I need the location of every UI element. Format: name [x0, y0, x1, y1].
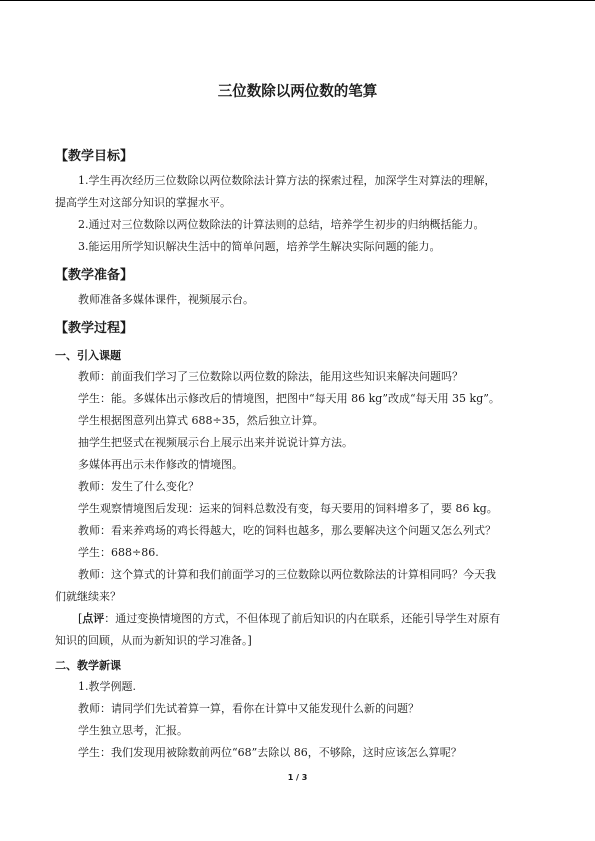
- lesson-line-1: 1.教学例题.: [78, 680, 136, 693]
- comment-line-2: 知识的回顾，从而为新知识的学习准备。]: [55, 634, 252, 647]
- process-line-4: 抽学生把竖式在视频展示台上展示出来并说说计算方法。: [78, 436, 353, 449]
- lesson-line-2: 教师：请同学们先试着算一算，看你在计算中又能发现什么新的问题？: [78, 702, 419, 715]
- goal-1-line-2: 提高学生对这部分知识的掌握水平。: [55, 196, 231, 209]
- document-title: 三位数除以两位数的笔算: [217, 84, 378, 100]
- comment-label: 点评: [82, 612, 105, 625]
- subheading-intro: 一、引入课题: [55, 349, 121, 362]
- goal-2: 2.通过对三位数除以两位数除法的计算法则的总结，培养学生初步的归纳概括能力。: [78, 218, 485, 231]
- section-heading-process: 【教学过程】: [55, 321, 134, 336]
- goal-1-line-1: 1.学生再次经历三位数除以两位数除法计算方法的探索过程，加深学生对算法的理解，: [78, 174, 496, 187]
- process-line-10-part-2: 们就继续来？: [55, 590, 121, 603]
- process-line-8: 教师：看来养鸡场的鸡长得越大，吃的饲料也越多，那么要解决这个问题又怎么列式？: [78, 524, 496, 537]
- lesson-line-3: 学生独立思考，汇报。: [78, 724, 188, 737]
- process-line-7: 学生观察情境图后发现：运来的饲料总数没有变，每天要用的饲料增多了，要 86 kg。: [78, 502, 498, 515]
- process-line-5: 多媒体再出示未作修改的情境图。: [78, 458, 243, 471]
- process-line-6: 教师：发生了什么变化？: [78, 480, 199, 493]
- process-line-2: 学生：能。多媒体出示修改后的情境图，把图中“每天用 86 kg”改成“每天用 35 kg”。: [78, 392, 500, 405]
- section-heading-prep: 【教学准备】: [55, 268, 134, 283]
- comment-line-1: [78, 612, 500, 626]
- goal-3: 3.能运用所学知识解决生活中的简单问题，培养学生解决实际问题的能力。: [78, 240, 441, 253]
- comment-open-bracket: [: [78, 612, 83, 625]
- process-line-1: 教师：前面我们学习了三位数除以两位数的除法，能用这些知识来解决问题吗？: [78, 370, 463, 383]
- lesson-line-4: 学生：我们发现用被除数前两位“68”去除以 86，不够除，这时应该怎么算呢？: [78, 746, 462, 759]
- process-line-10-part-1: 教师：这个算式的计算和我们前面学习的三位数除以两位数除法的计算相同吗？今天我: [78, 568, 496, 581]
- section-heading-goals: 【教学目标】: [55, 149, 134, 164]
- prep-line-1: 教师准备多媒体课件，视频展示台。: [78, 293, 254, 306]
- page-top-rule: [0, 0, 595, 1]
- subheading-new-lesson: 二、教学新课: [55, 659, 121, 672]
- process-line-3: 学生根据图意列出算式 688÷35，然后独立计算。: [78, 414, 324, 427]
- process-line-9: 学生：688÷86.: [78, 546, 159, 559]
- comment-text-1: ：通过变换情境图的方式，不但体现了前后知识的内在联系，还能引导学生对原有: [104, 612, 501, 625]
- page-number: 1 / 3: [287, 773, 308, 782]
